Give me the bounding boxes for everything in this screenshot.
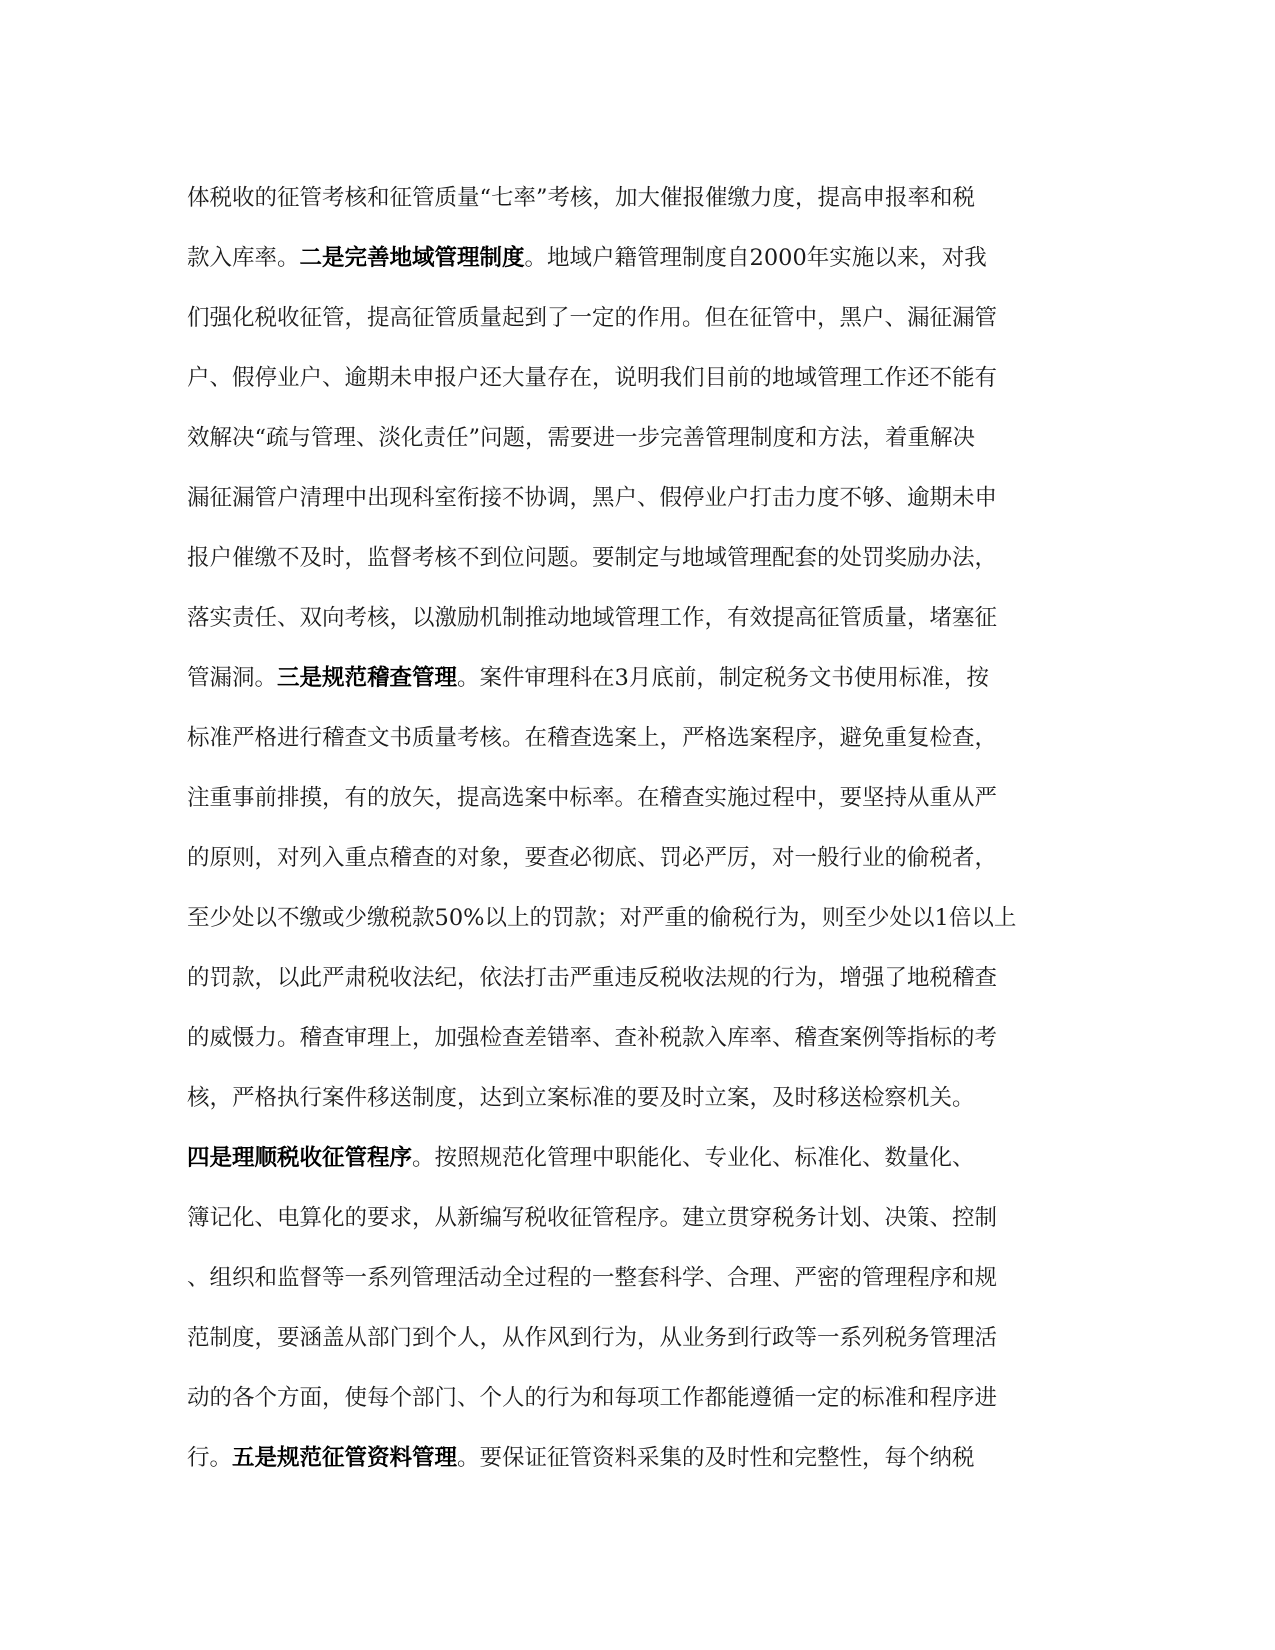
text-line [187, 708, 1087, 768]
body-text [187, 168, 1087, 1488]
text-span: 。按照规范化管理中职能化、专业化、标准化、数量化、 [412, 1145, 975, 1171]
text-span: 落实责任、双向考核，以激励机制推动地域管理工作，有效提高征管质量，堵塞征 [187, 605, 998, 631]
text-line [187, 768, 1087, 828]
text-line [187, 528, 1087, 588]
text-span: 。案件审理科在3月底前，制定税务文书使用标准，按 [457, 665, 989, 691]
text-span: 范制度，要涵盖从部门到个人，从作风到行为，从业务到行政等一系列税务管理活 [187, 1325, 998, 1351]
text-span: 报户催缴不及时，监督考核不到位问题。要制定与地域管理配套的处罚奖励办法， [187, 545, 998, 571]
text-line [187, 588, 1087, 648]
text-line [187, 1188, 1087, 1248]
text-span: 效解决“疏与管理、淡化责任”问题，需要进一步完善管理制度和方法，着重解决 [187, 425, 976, 451]
text-span: 、组织和监督等一系列管理活动全过程的一整套科学、合理、严密的管理程序和规 [187, 1265, 998, 1291]
text-span: 的威慑力。稽查审理上，加强检查差错率、查补税款入库率、稽查案例等指标的考 [187, 1025, 998, 1051]
text-line [187, 468, 1087, 528]
text-span: 标准严格进行稽查文书质量考核。在稽查选案上，严格选案程序，避免重复检查， [187, 725, 998, 751]
text-line [187, 1248, 1087, 1308]
text-line [187, 228, 1087, 288]
text-line [187, 168, 1087, 228]
bold-heading-text: 三是规范稽查管理 [277, 665, 458, 691]
text-span: 体税收的征管考核和征管质量“七率”考核，加大催报催缴力度，提高申报率和税 [187, 185, 976, 211]
text-span: 款入库率。 [187, 245, 300, 271]
text-span: 动的各个方面，使每个部门、个人的行为和每项工作都能遵循一定的标准和程序进 [187, 1385, 998, 1411]
text-span: 们强化税收征管，提高征管质量起到了一定的作用。但在征管中，黑户、漏征漏管 [187, 305, 998, 331]
text-line [187, 1428, 1087, 1488]
text-span: 户、假停业户、逾期未申报户还大量存在，说明我们目前的地域管理工作还不能有 [187, 365, 998, 391]
text-span: 至少处以不缴或少缴税款50%以上的罚款；对严重的偷税行为，则至少处以1倍以上 [187, 905, 1017, 931]
text-span: 。要保证征管资料采集的及时性和完整性，每个纳税 [457, 1445, 975, 1471]
bold-heading-text: 四是理顺税收征管程序 [187, 1145, 413, 1171]
bold-heading-text: 二是完善地域管理制度 [299, 245, 525, 271]
text-line [187, 348, 1087, 408]
text-span: 核，严格执行案件移送制度，达到立案标准的要及时立案，及时移送检察机关。 [187, 1085, 975, 1111]
bold-heading-text: 五是规范征管资料管理 [232, 1445, 458, 1471]
text-line [187, 408, 1087, 468]
text-span: 漏征漏管户清理中出现科室衔接不协调，黑户、假停业户打击力度不够、逾期未申 [187, 485, 998, 511]
text-span: 。地域户籍管理制度自2000年实施以来，对我 [524, 245, 987, 271]
text-line [187, 1308, 1087, 1368]
text-span: 行。 [187, 1445, 233, 1471]
text-line [187, 1368, 1087, 1428]
text-line [187, 828, 1087, 888]
text-span: 的罚款，以此严肃税收法纪，依法打击严重违反税收法规的行为，增强了地税稽查 [187, 965, 998, 991]
text-line [187, 1008, 1087, 1068]
text-line [187, 948, 1087, 1008]
text-line [187, 648, 1087, 708]
text-line [187, 1128, 1087, 1188]
text-span: 簿记化、电算化的要求，从新编写税收征管程序。建立贯穿税务计划、决策、控制 [187, 1205, 998, 1231]
text-span: 注重事前排摸，有的放矢，提高选案中标率。在稽查实施过程中，要坚持从重从严 [187, 785, 998, 811]
text-line [187, 1068, 1087, 1128]
text-span: 管漏洞。 [187, 665, 278, 691]
text-span: 的原则，对列入重点稽查的对象，要查必彻底、罚必严厉，对一般行业的偷税者， [187, 845, 998, 871]
text-line [187, 288, 1087, 348]
text-line [187, 888, 1087, 948]
